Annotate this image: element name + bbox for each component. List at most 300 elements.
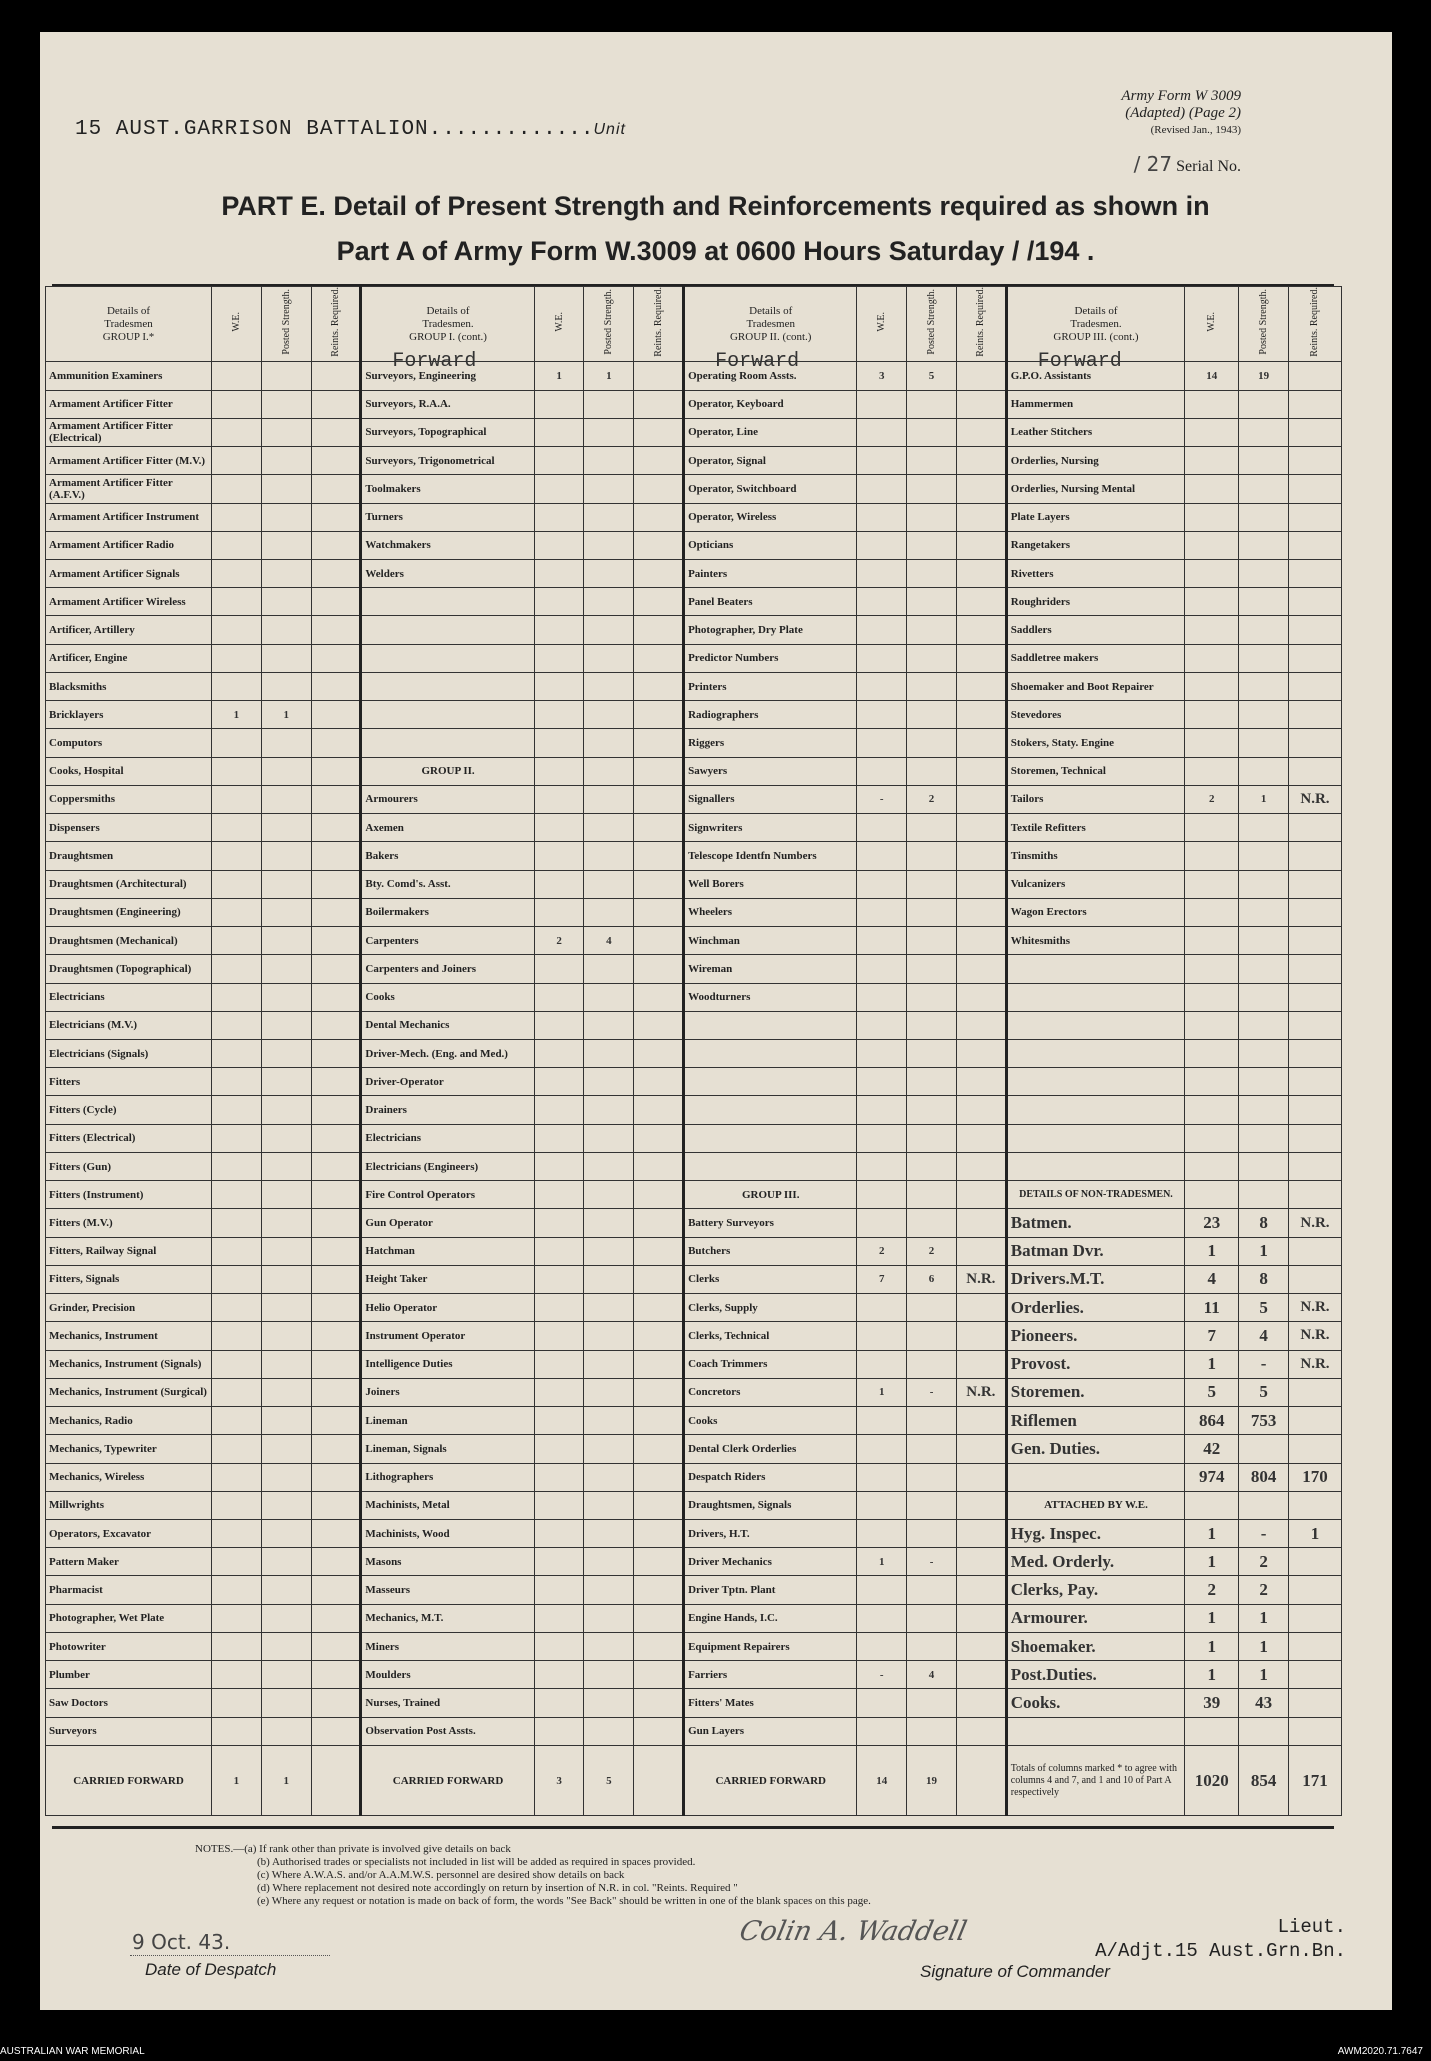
- we-cell: [534, 842, 584, 870]
- posted-cell: [907, 1152, 957, 1180]
- posted-cell: [261, 785, 311, 813]
- reints-cell: [1288, 955, 1341, 983]
- posted-cell: [1239, 418, 1289, 446]
- reints-cell: [1288, 1632, 1341, 1660]
- we-cell: [1185, 644, 1239, 672]
- we-cell: [212, 1463, 262, 1491]
- trade-label: Drivers, H.T.: [684, 1519, 857, 1547]
- trade-label: Electricians (Engineers): [361, 1152, 534, 1180]
- trade-label: Coppersmiths: [46, 785, 212, 813]
- we-cell: 42: [1185, 1435, 1239, 1463]
- trade-label: Fitters (Gun): [46, 1152, 212, 1180]
- posted-cell: [261, 955, 311, 983]
- trade-label: [1006, 1152, 1184, 1180]
- reints-cell: [956, 1463, 1006, 1491]
- we-cell: [212, 1350, 262, 1378]
- we-cell: 11: [1185, 1294, 1239, 1322]
- we-cell: [212, 757, 262, 785]
- posted-cell: [261, 447, 311, 475]
- reints-cell: [956, 1519, 1006, 1547]
- we-cell: [212, 1265, 262, 1293]
- reints-cell: [956, 1407, 1006, 1435]
- we-cell: [212, 644, 262, 672]
- reints-cell: [634, 616, 684, 644]
- reints-label: Reints. Required.: [330, 287, 341, 358]
- trade-label: Blacksmiths: [46, 672, 212, 700]
- trade-label: Armourer.: [1006, 1604, 1184, 1632]
- trade-label: Riflemen: [1006, 1407, 1184, 1435]
- reints-cell: [1288, 1378, 1341, 1406]
- table-row: [46, 955, 1342, 983]
- we-cell: [534, 644, 584, 672]
- we-cell: [857, 701, 907, 729]
- trade-label: Operating Room Assts. Forward: [684, 362, 857, 390]
- trade-label: [1006, 983, 1184, 1011]
- table-row: [46, 1491, 1342, 1519]
- trade-label: Armament Artificer Fitter: [46, 390, 212, 418]
- reints-cell: [956, 1068, 1006, 1096]
- trade-label: Mechanics, Instrument (Signals): [46, 1350, 212, 1378]
- reints-cell: [311, 1068, 361, 1096]
- we-cell: [212, 503, 262, 531]
- trade-label: Intelligence Duties: [361, 1350, 534, 1378]
- reints-cell: [634, 701, 684, 729]
- reints-cell: N.R.: [1288, 1350, 1341, 1378]
- reints-cell: [956, 1011, 1006, 1039]
- posted-cell: [261, 1350, 311, 1378]
- table-row: [46, 785, 1342, 813]
- trade-label: [1006, 1124, 1184, 1152]
- we-cell: [1185, 560, 1239, 588]
- trade-label: Storemen.: [1006, 1378, 1184, 1406]
- we-cell: 3: [857, 362, 907, 390]
- reints-cell: 1: [1288, 1519, 1341, 1547]
- posted-cell: [261, 1209, 311, 1237]
- posted-cell: 4: [1239, 1322, 1289, 1350]
- posted-cell: [907, 955, 957, 983]
- we-cell: [1185, 672, 1239, 700]
- reints-cell: [311, 531, 361, 559]
- table-row: [46, 1209, 1342, 1237]
- reints-cell: [956, 1124, 1006, 1152]
- posted-cell: [261, 1632, 311, 1660]
- we-cell: [534, 672, 584, 700]
- posted-cell: [261, 1265, 311, 1293]
- posted-cell: 1: [1239, 1632, 1289, 1660]
- table-row: [46, 898, 1342, 926]
- we-cell: [212, 1491, 262, 1519]
- posted-cell: -: [1239, 1350, 1289, 1378]
- col-head-we: [534, 287, 584, 362]
- reints-cell: [634, 1407, 684, 1435]
- table-row: [46, 1661, 1342, 1689]
- we-cell: [857, 475, 907, 503]
- carried-forward-row: [46, 1746, 1342, 1816]
- posted-cell: [261, 1096, 311, 1124]
- table-row: [46, 1407, 1342, 1435]
- trade-label: Bakers: [361, 842, 534, 870]
- trade-label: [361, 616, 534, 644]
- we-cell: 1: [1185, 1237, 1239, 1265]
- we-cell: [534, 1576, 584, 1604]
- cf-we: 14: [857, 1746, 907, 1816]
- table-row: [46, 1152, 1342, 1180]
- reints-cell: [634, 1661, 684, 1689]
- posted-cell: [584, 1604, 634, 1632]
- reints-cell: [956, 983, 1006, 1011]
- table-row: [46, 814, 1342, 842]
- reints-cell: [311, 1576, 361, 1604]
- trade-label: Well Borers: [684, 870, 857, 898]
- we-cell: [212, 1294, 262, 1322]
- note-e: (e) Where any request or notation is made on back of form, the words "See Back" should be written in one of the blank spaces on this page.: [257, 1895, 871, 1907]
- reints-cell: [956, 672, 1006, 700]
- trade-label: Armament Artificer Wireless: [46, 588, 212, 616]
- we-cell: [212, 1181, 262, 1209]
- reints-cell: [311, 785, 361, 813]
- posted-cell: [261, 1378, 311, 1406]
- reints-cell: [1288, 814, 1341, 842]
- trade-label: Woodturners: [684, 983, 857, 1011]
- trade-label: Draughtsmen, Signals: [684, 1491, 857, 1519]
- rank: Lieut.: [1277, 1916, 1346, 1938]
- trade-label: Carpenters and Joiners: [361, 955, 534, 983]
- we-cell: 7: [1185, 1322, 1239, 1350]
- reints-cell: [634, 1378, 684, 1406]
- reints-cell: 170: [1288, 1463, 1341, 1491]
- reints-cell: [311, 870, 361, 898]
- reints-cell: [634, 1237, 684, 1265]
- despatch-date: 9 Oct. 43.: [132, 1930, 231, 1954]
- posted-cell: [261, 1124, 311, 1152]
- total-reints: 171: [1288, 1746, 1341, 1816]
- credit-left: AUSTRALIAN WAR MEMORIAL: [0, 2046, 145, 2057]
- trade-label: Fitters (M.V.): [46, 1209, 212, 1237]
- we-cell: [857, 729, 907, 757]
- posted-cell: [261, 1576, 311, 1604]
- posted-cell: [1239, 1011, 1289, 1039]
- trade-label: Gen. Duties.: [1006, 1435, 1184, 1463]
- col-head-group3-cont: Details of Tradesmen. GROUP III. (cont.): [1006, 287, 1184, 362]
- posted-cell: 19: [1239, 362, 1289, 390]
- posted-cell: [907, 842, 957, 870]
- reints-cell: [1288, 672, 1341, 700]
- posted-cell: 1: [1239, 1661, 1289, 1689]
- reints-cell: [634, 898, 684, 926]
- we-label: W.E.: [553, 312, 565, 332]
- trade-label: Lineman: [361, 1407, 534, 1435]
- table-row: [46, 1011, 1342, 1039]
- we-cell: [1185, 842, 1239, 870]
- posted-cell: [1239, 842, 1289, 870]
- we-cell: 1: [1185, 1632, 1239, 1660]
- we-cell: [857, 1689, 907, 1717]
- trade-label: Artificer, Artillery: [46, 616, 212, 644]
- we-cell: [857, 1407, 907, 1435]
- trade-label: Despatch Riders: [684, 1463, 857, 1491]
- reints-cell: [956, 1548, 1006, 1576]
- trade-label: GROUP III.: [684, 1181, 857, 1209]
- posted-cell: [584, 1576, 634, 1604]
- reints-cell: [1288, 870, 1341, 898]
- we-cell: [534, 1350, 584, 1378]
- posted-cell: [907, 729, 957, 757]
- we-cell: 14: [1185, 362, 1239, 390]
- we-cell: [212, 1124, 262, 1152]
- col-head-reints: [1288, 287, 1341, 362]
- trade-label: Turners: [361, 503, 534, 531]
- bottom-rule: [52, 1826, 1334, 1829]
- reints-cell: [311, 1463, 361, 1491]
- we-cell: [212, 672, 262, 700]
- trade-label: Masseurs: [361, 1576, 534, 1604]
- reints-cell: [634, 1209, 684, 1237]
- trade-label: Draughtsmen (Engineering): [46, 898, 212, 926]
- form-title: [0, 184, 1431, 274]
- trade-label: G.P.O. Assistants Forward: [1006, 362, 1184, 390]
- posted-cell: [584, 1378, 634, 1406]
- table-row: [46, 1463, 1342, 1491]
- trade-label: [361, 701, 534, 729]
- trade-label: Farriers: [684, 1661, 857, 1689]
- table-row: [46, 475, 1342, 503]
- col-head-group1-cont: Details of Tradesmen. GROUP I. (cont.): [361, 287, 534, 362]
- we-cell: 1: [534, 362, 584, 390]
- we-cell: [534, 475, 584, 503]
- we-cell: [212, 362, 262, 390]
- table-row: [46, 1294, 1342, 1322]
- cf-we: 3: [534, 1746, 584, 1816]
- trade-label: Operator, Switchboard: [684, 475, 857, 503]
- table-row: [46, 1576, 1342, 1604]
- reints-cell: [956, 1209, 1006, 1237]
- posted-cell: [584, 1152, 634, 1180]
- we-cell: [857, 898, 907, 926]
- posted-cell: [584, 1435, 634, 1463]
- we-cell: [534, 1491, 584, 1519]
- reints-cell: [634, 1689, 684, 1717]
- we-cell: [1185, 447, 1239, 475]
- reints-cell: [1288, 503, 1341, 531]
- trade-label: [1006, 1096, 1184, 1124]
- reints-cell: [956, 1152, 1006, 1180]
- reints-cell: [634, 1068, 684, 1096]
- reints-cell: [956, 447, 1006, 475]
- trade-label: Cooks.: [1006, 1689, 1184, 1717]
- commander-rank: [1095, 1915, 1346, 1963]
- posted-cell: 1: [584, 362, 634, 390]
- trade-label: Operator, Wireless: [684, 503, 857, 531]
- trade-label: [1006, 1463, 1184, 1491]
- posted-cell: [261, 870, 311, 898]
- we-cell: [534, 983, 584, 1011]
- trade-label: Provost.: [1006, 1350, 1184, 1378]
- trade-label: Pharmacist: [46, 1576, 212, 1604]
- posted-cell: 8: [1239, 1265, 1289, 1293]
- table-row: [46, 1435, 1342, 1463]
- signature-label: Signature of Commander: [920, 1962, 1110, 1981]
- we-cell: [1185, 418, 1239, 446]
- we-cell: 5: [1185, 1378, 1239, 1406]
- we-cell: 974: [1185, 1463, 1239, 1491]
- form-line-3: (Revised Jan., 1943): [1150, 124, 1241, 136]
- trade-label: Cooks: [361, 983, 534, 1011]
- trade-label: Mechanics, M.T.: [361, 1604, 534, 1632]
- we-cell: [534, 1322, 584, 1350]
- posted-cell: [584, 983, 634, 1011]
- we-cell: [534, 1604, 584, 1632]
- reints-cell: [311, 757, 361, 785]
- reints-label: Reints. Required.: [975, 287, 987, 358]
- we-cell: [857, 503, 907, 531]
- reints-cell: [634, 1294, 684, 1322]
- reints-cell: [956, 1661, 1006, 1689]
- reints-cell: [956, 1491, 1006, 1519]
- posted-cell: [584, 616, 634, 644]
- posted-cell: [584, 1350, 634, 1378]
- we-cell: [534, 1039, 584, 1067]
- posted-cell: [261, 503, 311, 531]
- we-cell: [857, 1209, 907, 1237]
- we-cell: [1185, 955, 1239, 983]
- reints-cell: [634, 1717, 684, 1746]
- reints-cell: [1288, 927, 1341, 955]
- reints-cell: [311, 983, 361, 1011]
- we-cell: [1185, 1717, 1239, 1746]
- trade-label: Clerks, Technical: [684, 1322, 857, 1350]
- reints-cell: [956, 1604, 1006, 1632]
- we-cell: [534, 588, 584, 616]
- reints-cell: [956, 418, 1006, 446]
- posted-cell: [907, 390, 957, 418]
- we-cell: [857, 1717, 907, 1746]
- total-we: 1020: [1185, 1746, 1239, 1816]
- forward-note: Forward: [392, 350, 477, 374]
- unit-dots: ............: [442, 118, 594, 141]
- posted-cell: [907, 1322, 957, 1350]
- cf-we: 1: [212, 1746, 262, 1816]
- trade-label: Armament Artificer Fitter (M.V.): [46, 447, 212, 475]
- we-cell: 23: [1185, 1209, 1239, 1237]
- col-head-group2-cont: Details of Tradesmen GROUP II. (cont.): [684, 287, 857, 362]
- we-cell: [1185, 390, 1239, 418]
- reints-cell: [634, 1491, 684, 1519]
- we-cell: [534, 1152, 584, 1180]
- trade-label: Draughtsmen (Architectural): [46, 870, 212, 898]
- posted-cell: [1239, 1068, 1289, 1096]
- reints-cell: [956, 1294, 1006, 1322]
- trade-label: Panel Beaters: [684, 588, 857, 616]
- posted-cell: [261, 1407, 311, 1435]
- trade-label: Batmen.: [1006, 1209, 1184, 1237]
- reints-cell: [956, 1717, 1006, 1746]
- trade-label: Fitters (Cycle): [46, 1096, 212, 1124]
- trade-label: Height Taker: [361, 1265, 534, 1293]
- reints-cell: [311, 1124, 361, 1152]
- we-cell: [857, 447, 907, 475]
- appointment: A/Adjt.15 Aust.Grn.Bn.: [1095, 1940, 1346, 1962]
- serial-value: / 27: [1133, 152, 1173, 176]
- reints-cell: [634, 560, 684, 588]
- trade-label: Wagon Erectors: [1006, 898, 1184, 926]
- reints-cell: [634, 729, 684, 757]
- col-head-we: [212, 287, 262, 362]
- we-cell: [857, 842, 907, 870]
- reints-cell: N.R.: [1288, 1209, 1341, 1237]
- reints-cell: [311, 362, 361, 390]
- table-row: [46, 757, 1342, 785]
- posted-cell: [261, 1661, 311, 1689]
- table-row: [46, 1350, 1342, 1378]
- trade-label: [684, 1011, 857, 1039]
- we-cell: 1: [1185, 1604, 1239, 1632]
- trade-label: Printers: [684, 672, 857, 700]
- posted-cell: [261, 729, 311, 757]
- reints-cell: [956, 588, 1006, 616]
- carried-forward-label: CARRIED FORWARD: [361, 1746, 534, 1816]
- trade-label: Painters: [684, 560, 857, 588]
- reints-cell: [634, 870, 684, 898]
- notes-block: [195, 1843, 871, 1908]
- posted-cell: [1239, 644, 1289, 672]
- we-cell: [857, 1632, 907, 1660]
- reints-cell: [634, 1519, 684, 1547]
- reints-cell: [1288, 1011, 1341, 1039]
- strength-table: [45, 286, 1342, 1816]
- trade-label: Surveyors, R.A.A.: [361, 390, 534, 418]
- trade-label: Computors: [46, 729, 212, 757]
- trade-label: Carpenters: [361, 927, 534, 955]
- trade-label: Roughriders: [1006, 588, 1184, 616]
- posted-cell: [907, 1604, 957, 1632]
- posted-cell: [584, 1548, 634, 1576]
- we-cell: [857, 1463, 907, 1491]
- col-head-posted: [1239, 287, 1289, 362]
- posted-cell: [1239, 390, 1289, 418]
- reints-cell: [1288, 1435, 1341, 1463]
- reints-cell: [1288, 1548, 1341, 1576]
- reints-cell: [311, 1096, 361, 1124]
- reints-cell: [956, 1096, 1006, 1124]
- we-cell: 2: [534, 927, 584, 955]
- posted-cell: [261, 1435, 311, 1463]
- reints-cell: [956, 616, 1006, 644]
- posted-cell: [907, 1181, 957, 1209]
- reints-cell: [634, 927, 684, 955]
- trade-label: [684, 1152, 857, 1180]
- we-cell: [857, 1322, 907, 1350]
- posted-cell: [1239, 1717, 1289, 1746]
- reints-cell: [1288, 1068, 1341, 1096]
- reints-cell: [634, 757, 684, 785]
- we-cell: 1: [857, 1548, 907, 1576]
- we-cell: [857, 418, 907, 446]
- we-cell: [534, 898, 584, 926]
- reints-cell: [1288, 1576, 1341, 1604]
- reints-cell: [311, 560, 361, 588]
- table-body: [46, 350, 1342, 1746]
- posted-cell: [584, 447, 634, 475]
- trade-label: Photographer, Wet Plate: [46, 1604, 212, 1632]
- trade-label: Masons: [361, 1548, 534, 1576]
- reints-cell: [634, 785, 684, 813]
- posted-cell: -: [1239, 1519, 1289, 1547]
- posted-cell: [1239, 814, 1289, 842]
- reints-cell: [1288, 842, 1341, 870]
- title-line-1: PART E. Detail of Present Strength and Reinforcements required as shown in: [221, 191, 1210, 221]
- reints-cell: [1288, 390, 1341, 418]
- posted-label: Posted Strength.: [603, 289, 615, 355]
